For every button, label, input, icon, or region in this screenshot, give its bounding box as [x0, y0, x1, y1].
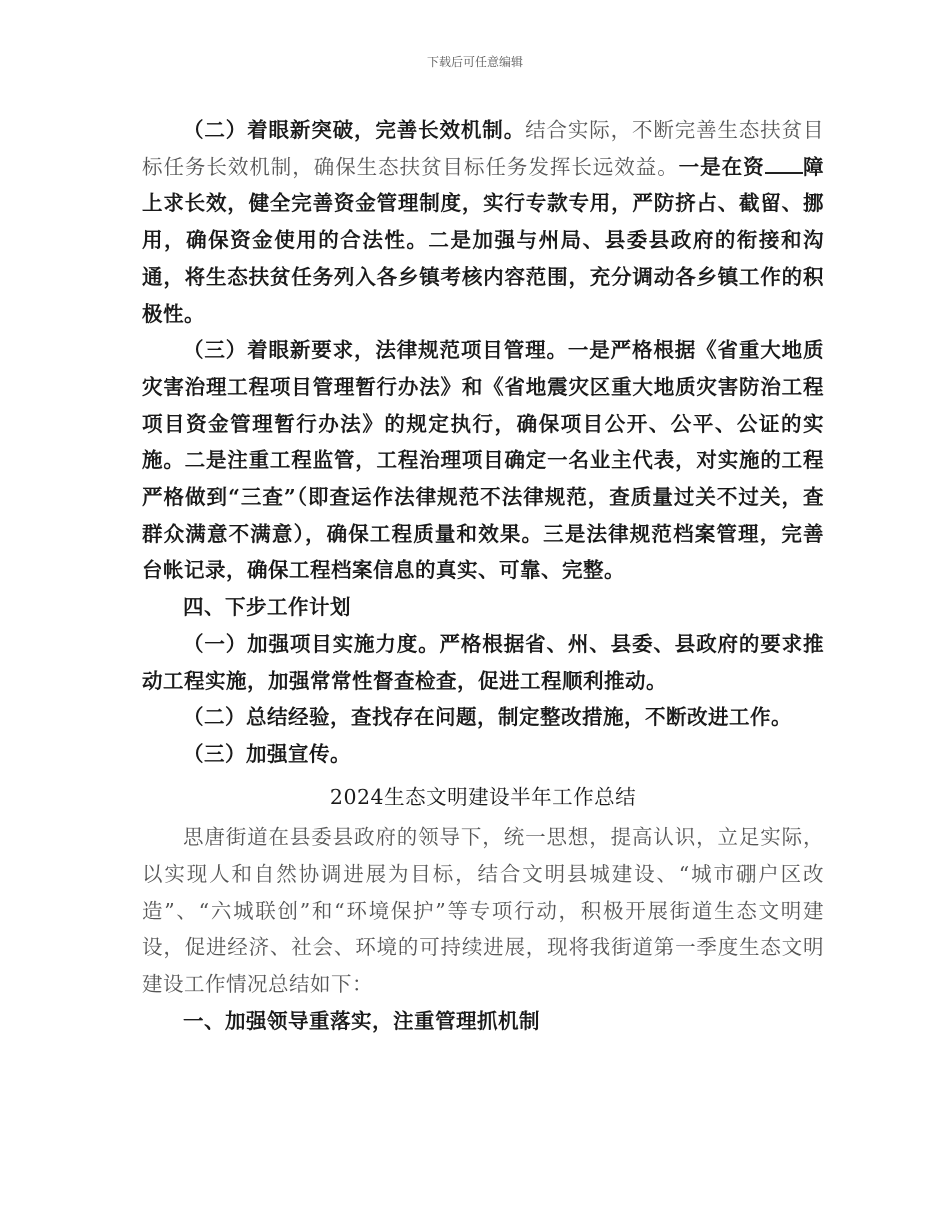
paragraph-body-light: 结合实际，不断完善生态扶贫目标任务长效机制，确保生态扶贫目标任务发挥长远效益。: [142, 118, 825, 179]
paragraph-project-management: （三）着眼新要求，法律规范项目管理。一是严格根据《省重大地质灾害治理工程项目管理暂行办法》和《省地震灾区重大地质灾害防治工程项目资金管理暂行办法》的规定执行，确保项目公开、公平、公证的实施。二是注重工程监管，工程治理项目确定一名业主代表，对实施的工程严格做到“三查”（即查运作法律规范不法律规范，查质量过关不过关，查群众满意不满意），确保工程质量和效果。三是法律规范档案管理，完善台帐记录，确保工程档案信息的真实、可靠、完整。: [142, 338, 824, 583]
heading-next-plan: 四、下步工作计划: [183, 595, 351, 620]
document-title: 2024生态文明建设半年工作总结: [329, 784, 637, 809]
plan-item-1: （一）加强项目实施力度。严格根据省、州、县委、县政府的要求推动工程实施，加强常常性督查检查，促进工程顺利推动。: [142, 631, 824, 693]
heading-leadership: 一、加强领导重落实，注重管理抓机制: [183, 1008, 540, 1033]
blank-underline: [765, 154, 803, 174]
paragraph-lead: （二）着眼新突破，完善长效机制。: [183, 118, 526, 142]
plan-item-3: （三）加强宣传。: [183, 741, 351, 766]
document-body: [142, 112, 824, 1040]
page-header: 下载后可任意编辑: [426, 55, 523, 69]
paragraph-body-bold-b: 障上求长效，健全完善资金管理制度，实行专款专用，严防挤占、截留、挪用，确保资金使用的合法性。二是加强与州局、县委县政府的衔接和沟通，将生态扶贫任务列入各乡镇考核内容范围，充分调动各乡镇工作的积极性。: [142, 154, 825, 326]
plan-item-2: （二）总结经验，查找存在问题，制定整改措施，不断改进工作。: [183, 705, 792, 730]
paragraph-improve-mechanism: [142, 112, 824, 332]
paragraph-body-bold-a: 一是在资: [678, 154, 765, 179]
intro-paragraph: 思唐街道在县委县政府的领导下，统一思想，提高认识，立足实际，以实现人和自然协调进展为目标，结合文明县城建设、“城市硼户区改造”、“六城联创”和“环境保护”等专项行动，积极开展街道生态文明建设，促进经济、社会、环境的可持续进展，现将我街道第一季度生态文明建设工作情况总结如下：: [142, 825, 824, 997]
